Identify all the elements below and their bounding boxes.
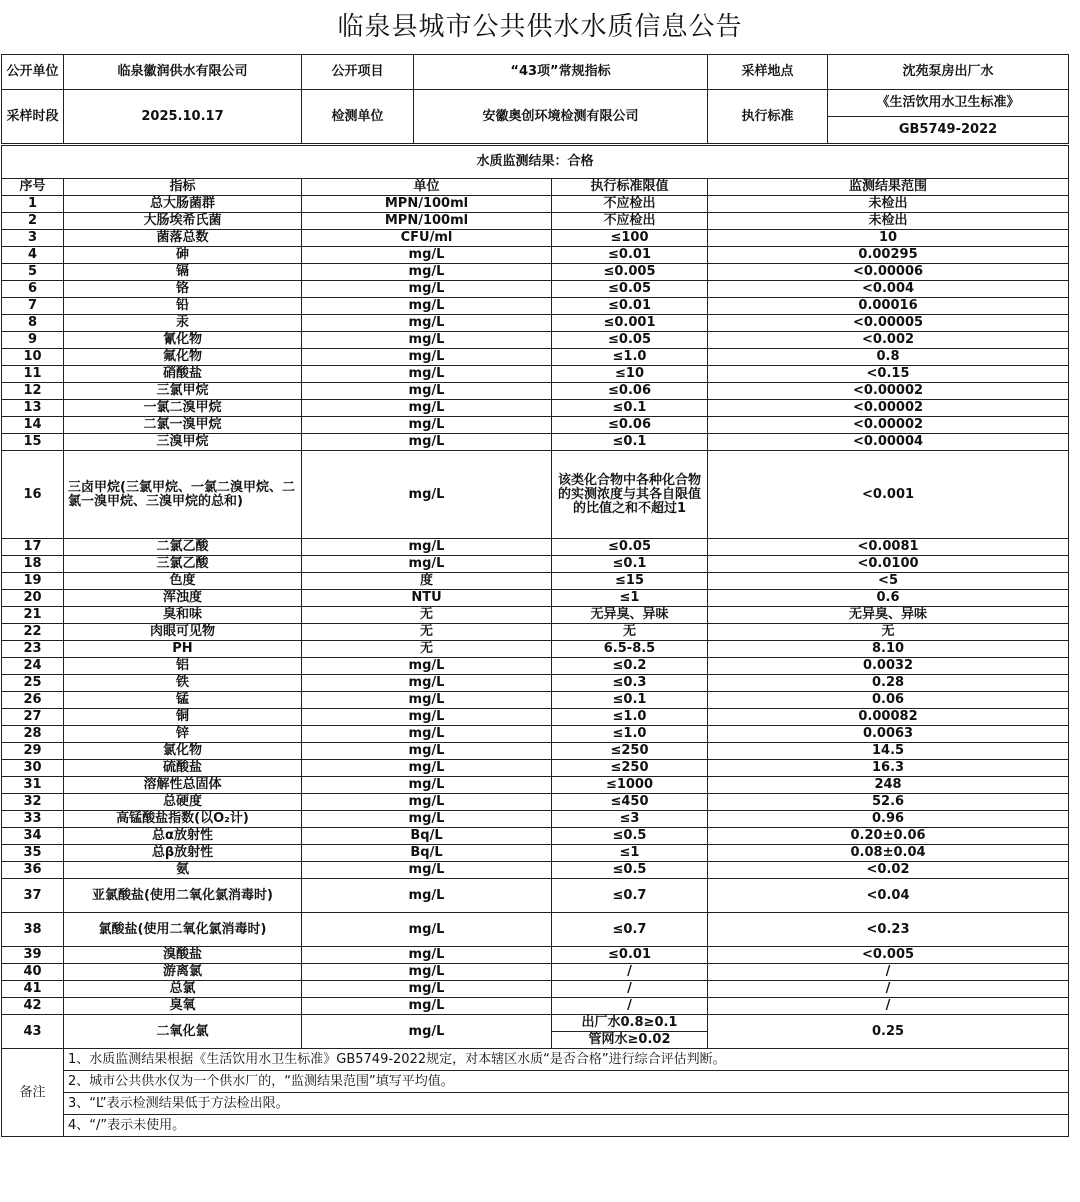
table-row [2,760,1069,777]
cell-indicator: PH [64,641,302,658]
cell-no: 23 [2,641,64,658]
cell-unit: MPN/100ml [302,213,552,230]
cell-unit: 无 [302,641,552,658]
table-row [2,1015,1069,1032]
table-row [2,692,1069,709]
cell-unit: NTU [302,590,552,607]
cell-limit: ≤3 [552,811,708,828]
label-testing-agency: 检测单位 [302,90,414,144]
cell-unit: mg/L [302,743,552,760]
cell-no: 41 [2,981,64,998]
cell-no: 33 [2,811,64,828]
cell-no: 19 [2,573,64,590]
cell-no: 2 [2,213,64,230]
cell-limit: ≤1000 [552,777,708,794]
cell-limit: ≤0.5 [552,862,708,879]
note-row [2,1049,1069,1071]
cell-result: <0.005 [708,947,1069,964]
table-row [2,349,1069,366]
cell-limit: ≤1 [552,845,708,862]
cell-unit: mg/L [302,811,552,828]
cell-unit: mg/L [302,947,552,964]
cell-result: 0.96 [708,811,1069,828]
cell-limit: ≤0.1 [552,434,708,451]
cell-no: 7 [2,298,64,315]
note-text: 3、“L”表示检测结果低于方法检出限。 [64,1093,1069,1115]
table-row [2,624,1069,641]
cell-limit: ≤0.05 [552,332,708,349]
cell-no: 9 [2,332,64,349]
cell-limit: ≤0.1 [552,556,708,573]
cell-limit: ≤0.05 [552,281,708,298]
cell-unit: mg/L [302,760,552,777]
notes-label: 备注 [2,1049,64,1137]
cell-unit: mg/L [302,400,552,417]
cell-indicator: 砷 [64,247,302,264]
cell-limit: ≤1.0 [552,726,708,743]
cell-unit: mg/L [302,539,552,556]
cell-indicator: 总α放射性 [64,828,302,845]
cell-unit: mg/L [302,332,552,349]
cell-indicator: 锌 [64,726,302,743]
cell-unit: mg/L [302,777,552,794]
cell-no: 11 [2,366,64,383]
cell-result: 16.3 [708,760,1069,777]
cell-no: 31 [2,777,64,794]
cell-limit: / [552,964,708,981]
cell-limit: ≤0.01 [552,247,708,264]
table-row [2,794,1069,811]
cell-limit: 该类化合物中各种化合物的实测浓度与其各自限值的比值之和不超过1 [552,451,708,539]
cell-indicator: 肉眼可见物 [64,624,302,641]
cell-result: <0.00002 [708,383,1069,400]
cell-indicator: 镉 [64,264,302,281]
cell-result: 0.6 [708,590,1069,607]
value-sample-period: 2025.10.17 [64,90,302,144]
cell-no: 32 [2,794,64,811]
table-row [2,264,1069,281]
cell-unit: mg/L [302,981,552,998]
cell-no: 38 [2,913,64,947]
cell-result: 14.5 [708,743,1069,760]
table-row [2,913,1069,947]
note-row [2,1093,1069,1115]
cell-indicator: 铝 [64,658,302,675]
info-header-table [1,54,1069,144]
table-row [2,998,1069,1015]
table-row [2,658,1069,675]
cell-no: 37 [2,879,64,913]
cell-indicator: 大肠埃希氏菌 [64,213,302,230]
cell-no: 27 [2,709,64,726]
cell-unit: 无 [302,624,552,641]
value-publisher: 临泉徽润供水有限公司 [64,55,302,90]
col-header-limit: 执行标准限值 [552,179,708,196]
cell-limit: ≤0.06 [552,417,708,434]
column-header-row [2,179,1069,196]
table-row [2,964,1069,981]
table-row [2,641,1069,658]
cell-limit: ≤0.3 [552,675,708,692]
col-header-no: 序号 [2,179,64,196]
cell-unit: mg/L [302,879,552,913]
cell-limit-factory: 出厂水0.8≥0.1 [552,1015,708,1032]
cell-unit: mg/L [302,315,552,332]
value-standard-code: GB5749-2022 [828,117,1069,144]
cell-result: <0.00002 [708,400,1069,417]
cell-unit: mg/L [302,726,552,743]
cell-indicator: 三溴甲烷 [64,434,302,451]
cell-limit: ≤0.06 [552,383,708,400]
cell-limit: ≤10 [552,366,708,383]
cell-limit: ≤0.1 [552,692,708,709]
cell-no: 18 [2,556,64,573]
cell-result: <0.15 [708,366,1069,383]
cell-result: 52.6 [708,794,1069,811]
col-header-result: 监测结果范围 [708,179,1069,196]
cell-no: 29 [2,743,64,760]
cell-limit: ≤0.01 [552,298,708,315]
label-publisher: 公开单位 [2,55,64,90]
cell-no: 21 [2,607,64,624]
cell-result: 0.00295 [708,247,1069,264]
table-row [2,675,1069,692]
table-row [2,777,1069,794]
cell-indicator: 铬 [64,281,302,298]
cell-indicator: 二氯乙酸 [64,539,302,556]
cell-result: 无异臭、异味 [708,607,1069,624]
table-row [2,726,1069,743]
table-row [2,383,1069,400]
cell-no: 34 [2,828,64,845]
cell-result: <0.02 [708,862,1069,879]
cell-result: / [708,964,1069,981]
cell-indicator: 铁 [64,675,302,692]
note-text: 1、水质监测结果根据《生活饮用水卫生标准》GB5749-2022规定，对本辖区水质“是否合格”进行综合评估判断。 [64,1049,1069,1071]
cell-indicator: 亚氯酸盐(使用二氧化氯消毒时) [64,879,302,913]
header-row-2 [2,90,1069,117]
cell-result: / [708,998,1069,1015]
note-row [2,1071,1069,1093]
cell-result: 0.00082 [708,709,1069,726]
cell-unit: Bq/L [302,845,552,862]
cell-no: 35 [2,845,64,862]
label-sample-period: 采样时段 [2,90,64,144]
cell-limit: ≤250 [552,743,708,760]
table-row [2,451,1069,539]
cell-limit: ≤0.7 [552,913,708,947]
cell-indicator: 氟化物 [64,349,302,366]
cell-limit: / [552,981,708,998]
cell-result: <0.0100 [708,556,1069,573]
table-row [2,947,1069,964]
cell-indicator: 高锰酸盐指数(以O₂计) [64,811,302,828]
cell-unit: mg/L [302,298,552,315]
cell-indicator: 臭和味 [64,607,302,624]
value-sample-location: 沈苑泵房出厂水 [828,55,1069,90]
cell-no: 3 [2,230,64,247]
cell-indicator: 三卤甲烷(三氯甲烷、一氯二溴甲烷、二氯一溴甲烷、三溴甲烷的总和) [64,451,302,539]
table-row [2,573,1069,590]
table-row [2,539,1069,556]
cell-result: 0.8 [708,349,1069,366]
cell-unit: mg/L [302,913,552,947]
cell-indicator: 铅 [64,298,302,315]
cell-unit: mg/L [302,383,552,400]
cell-limit: ≤250 [552,760,708,777]
cell-no: 40 [2,964,64,981]
cell-indicator: 氯化物 [64,743,302,760]
table-row [2,981,1069,998]
table-row [2,400,1069,417]
table-row [2,811,1069,828]
table-row [2,556,1069,573]
cell-result: <0.00004 [708,434,1069,451]
cell-no: 42 [2,998,64,1015]
cell-unit: mg/L [302,794,552,811]
cell-limit: ≤0.005 [552,264,708,281]
cell-limit: / [552,998,708,1015]
cell-no: 22 [2,624,64,641]
cell-indicator: 二氯一溴甲烷 [64,417,302,434]
cell-indicator: 总β放射性 [64,845,302,862]
cell-indicator: 氯酸盐(使用二氧化氯消毒时) [64,913,302,947]
cell-result: 0.0032 [708,658,1069,675]
cell-result: 无 [708,624,1069,641]
table-row [2,743,1069,760]
cell-no: 10 [2,349,64,366]
cell-result: <5 [708,573,1069,590]
cell-result: 0.0063 [708,726,1069,743]
cell-limit: ≤0.1 [552,400,708,417]
cell-no: 8 [2,315,64,332]
page-title: 临泉县城市公共供水水质信息公告 [337,12,743,42]
cell-no: 16 [2,451,64,539]
cell-unit: mg/L [302,264,552,281]
label-project: 公开项目 [302,55,414,90]
cell-indicator: 三氯甲烷 [64,383,302,400]
cell-unit: mg/L [302,349,552,366]
cell-result: <0.004 [708,281,1069,298]
cell-result: 0.20±0.06 [708,828,1069,845]
table-row [2,332,1069,349]
cell-result: 0.28 [708,675,1069,692]
cell-result: 0.00016 [708,298,1069,315]
cell-limit: ≤0.01 [552,947,708,964]
cell-result: / [708,981,1069,998]
cell-indicator: 溶解性总固体 [64,777,302,794]
cell-indicator: 汞 [64,315,302,332]
cell-limit: 不应检出 [552,196,708,213]
result-summary: 水质监测结果：合格 [2,146,1069,179]
cell-result: <0.002 [708,332,1069,349]
cell-result: 0.25 [708,1015,1069,1049]
cell-unit: mg/L [302,281,552,298]
cell-indicator: 硫酸盐 [64,760,302,777]
cell-no: 30 [2,760,64,777]
summary-row [2,146,1069,179]
cell-indicator: 三氯乙酸 [64,556,302,573]
cell-unit: mg/L [302,451,552,539]
results-body [2,146,1069,1137]
cell-limit: ≤0.05 [552,539,708,556]
header-row-1 [2,55,1069,90]
table-row [2,828,1069,845]
cell-limit-network: 管网水≥0.02 [552,1032,708,1049]
table-row [2,607,1069,624]
cell-indicator: 色度 [64,573,302,590]
table-row [2,213,1069,230]
cell-unit: CFU/ml [302,230,552,247]
cell-limit: ≤0.2 [552,658,708,675]
cell-unit: mg/L [302,247,552,264]
cell-limit: ≤15 [552,573,708,590]
cell-indicator: 游离氯 [64,964,302,981]
cell-unit: mg/L [302,1015,552,1049]
cell-no: 43 [2,1015,64,1049]
cell-no: 1 [2,196,64,213]
cell-result: <0.001 [708,451,1069,539]
cell-no: 39 [2,947,64,964]
cell-no: 14 [2,417,64,434]
cell-result: <0.0081 [708,539,1069,556]
cell-unit: mg/L [302,862,552,879]
cell-result: <0.00002 [708,417,1069,434]
note-text: 2、城市公共供水仅为一个供水厂的，“监测结果范围”填写平均值。 [64,1071,1069,1093]
value-standard-name: 《生活饮用水卫生标准》 [828,90,1069,117]
label-sample-location: 采样地点 [708,55,828,90]
cell-indicator: 氨 [64,862,302,879]
cell-result: 10 [708,230,1069,247]
cell-no: 4 [2,247,64,264]
cell-limit: 无异臭、异味 [552,607,708,624]
table-row [2,879,1069,913]
label-standard: 执行标准 [708,90,828,144]
cell-limit: ≤100 [552,230,708,247]
cell-unit: MPN/100ml [302,196,552,213]
table-row [2,281,1069,298]
cell-unit: mg/L [302,709,552,726]
cell-result: 0.08±0.04 [708,845,1069,862]
cell-result: <0.00006 [708,264,1069,281]
cell-indicator: 氰化物 [64,332,302,349]
cell-no: 28 [2,726,64,743]
col-header-indicator: 指标 [64,179,302,196]
cell-limit: ≤1.0 [552,349,708,366]
cell-no: 17 [2,539,64,556]
value-project: “43项”常规指标 [414,55,708,90]
cell-unit: mg/L [302,434,552,451]
cell-result: <0.00005 [708,315,1069,332]
cell-unit: mg/L [302,675,552,692]
cell-limit: ≤1 [552,590,708,607]
table-row [2,366,1069,383]
cell-indicator: 溴酸盐 [64,947,302,964]
cell-no: 12 [2,383,64,400]
cell-no: 5 [2,264,64,281]
cell-indicator: 总大肠菌群 [64,196,302,213]
cell-limit: ≤450 [552,794,708,811]
cell-indicator: 锰 [64,692,302,709]
cell-unit: 度 [302,573,552,590]
cell-limit: ≤0.7 [552,879,708,913]
cell-result: 8.10 [708,641,1069,658]
cell-limit: ≤0.001 [552,315,708,332]
cell-no: 13 [2,400,64,417]
cell-unit: mg/L [302,366,552,383]
table-row [2,709,1069,726]
cell-limit: 不应检出 [552,213,708,230]
cell-indicator: 总硬度 [64,794,302,811]
cell-indicator: 菌落总数 [64,230,302,247]
note-text: 4、“/”表示未使用。 [64,1115,1069,1137]
table-row [2,196,1069,213]
table-row [2,434,1069,451]
table-row [2,298,1069,315]
cell-limit: ≤0.5 [552,828,708,845]
cell-indicator: 浑浊度 [64,590,302,607]
cell-unit: mg/L [302,998,552,1015]
cell-unit: mg/L [302,556,552,573]
cell-indicator: 二氧化氯 [64,1015,302,1049]
cell-no: 20 [2,590,64,607]
cell-unit: mg/L [302,417,552,434]
table-row [2,590,1069,607]
cell-no: 36 [2,862,64,879]
cell-unit: 无 [302,607,552,624]
table-row [2,862,1069,879]
cell-limit: 6.5-8.5 [552,641,708,658]
table-row [2,247,1069,264]
table-row [2,230,1069,247]
table-row [2,845,1069,862]
cell-result: <0.23 [708,913,1069,947]
cell-unit: mg/L [302,692,552,709]
cell-result: <0.04 [708,879,1069,913]
cell-limit: ≤1.0 [552,709,708,726]
cell-no: 6 [2,281,64,298]
cell-no: 25 [2,675,64,692]
cell-indicator: 铜 [64,709,302,726]
cell-result: 248 [708,777,1069,794]
cell-unit: Bq/L [302,828,552,845]
cell-unit: mg/L [302,964,552,981]
cell-no: 15 [2,434,64,451]
table-row [2,315,1069,332]
table-row [2,417,1069,434]
cell-unit: mg/L [302,658,552,675]
cell-result: 0.06 [708,692,1069,709]
cell-no: 24 [2,658,64,675]
results-table [1,145,1069,1137]
note-row [2,1115,1069,1137]
col-header-unit: 单位 [302,179,552,196]
cell-no: 26 [2,692,64,709]
cell-indicator: 一氯二溴甲烷 [64,400,302,417]
cell-limit: 无 [552,624,708,641]
cell-result: 未检出 [708,213,1069,230]
cell-result: 未检出 [708,196,1069,213]
cell-indicator: 硝酸盐 [64,366,302,383]
cell-indicator: 臭氧 [64,998,302,1015]
cell-indicator: 总氯 [64,981,302,998]
value-testing-agency: 安徽奥创环境检测有限公司 [414,90,708,144]
